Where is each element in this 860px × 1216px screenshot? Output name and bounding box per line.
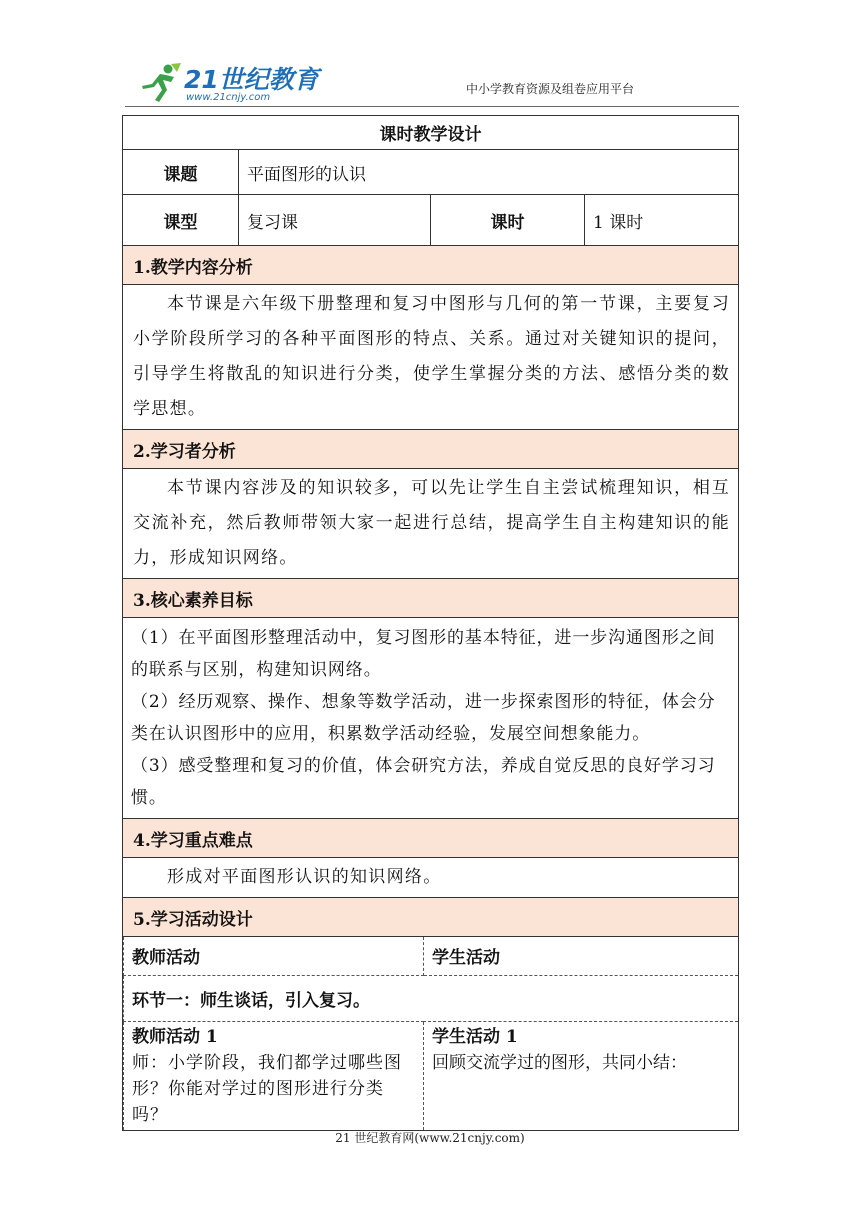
lesson-design-table [122,115,739,1131]
core-goals-list [123,618,739,819]
teacher-activity-cell [124,1021,424,1130]
goal-item: （3）感受整理和复习的价值，体会研究方法，养成自觉反思的良好学习习惯。 [131,756,716,808]
teacher-activity-title: 教师活动 1 [132,1026,218,1047]
topic-label: 课题 [123,150,239,195]
runner-logo-icon [138,62,182,104]
section-heading-learner-analysis: 2.学习者分析 [123,430,739,469]
hours-value: 1 课时 [585,195,739,246]
teacher-activity-text: 师：小学阶段，我们都学过哪些图形？你能对学过的图形进行分类吗？ [132,1052,402,1125]
section-heading-core-goals: 3.核心素养目标 [123,579,739,618]
section-heading-activity-design: 5.学习活动设计 [123,898,739,937]
page-footer: 21 世纪教育网(www.21cnjy.com) [335,1131,525,1145]
topic-value: 平面图形的认识 [239,150,739,195]
platform-tagline: 中小学教育资源及组卷应用平台 [466,82,635,96]
logo-text: 21世纪教育 [184,65,319,94]
site-logo[interactable] [138,62,319,108]
hours-label: 课时 [431,195,585,246]
key-points-text: 形成对平面图形认识的知识网络。 [123,858,739,898]
student-activity-text: 回顾交流学过的图形，共同小结： [432,1052,687,1073]
stage-one-title: 环节一：师生谈话，引入复习。 [124,975,739,1021]
student-activity-header: 学生活动 [424,937,739,975]
student-activity-title: 学生活动 1 [432,1026,518,1047]
section-heading-content-analysis: 1.教学内容分析 [123,246,739,285]
teacher-activity-header: 教师活动 [124,937,424,975]
logo-url: www.21cnjy.com [186,92,271,103]
type-label: 课型 [123,195,239,246]
goal-item: （1）在平面图形整理活动中，复习图形的基本特征，进一步沟通图形之间的联系与区别，构建知识网络。 [131,628,716,680]
header-divider [125,106,739,107]
learner-analysis-text: 本节课内容涉及的知识较多，可以先让学生自主尝试梳理知识，相互交流补充，然后教师带领大家一起进行总结，提高学生自主构建知识的能力，形成知识网络。 [123,469,739,579]
page-header [0,0,860,112]
section-heading-key-points: 4.学习重点难点 [123,819,739,858]
student-activity-cell [424,1021,739,1130]
table-title: 课时教学设计 [123,116,739,150]
goal-item: （2）经历观察、操作、想象等数学活动，进一步探索图形的特征，体会分类在认识图形中的应用，积累数学活动经验，发展空间想象能力。 [131,692,716,744]
content-analysis-text: 本节课是六年级下册整理和复习中图形与几何的第一节课，主要复习小学阶段所学习的各种平面图形的特点、关系。通过对关键知识的提问，引导学生将散乱的知识进行分类，使学生掌握分类的方法、感悟分类的数学思想。 [123,285,739,430]
activity-design-area [123,937,739,1131]
type-value: 复习课 [239,195,431,246]
activity-table [123,937,738,1130]
